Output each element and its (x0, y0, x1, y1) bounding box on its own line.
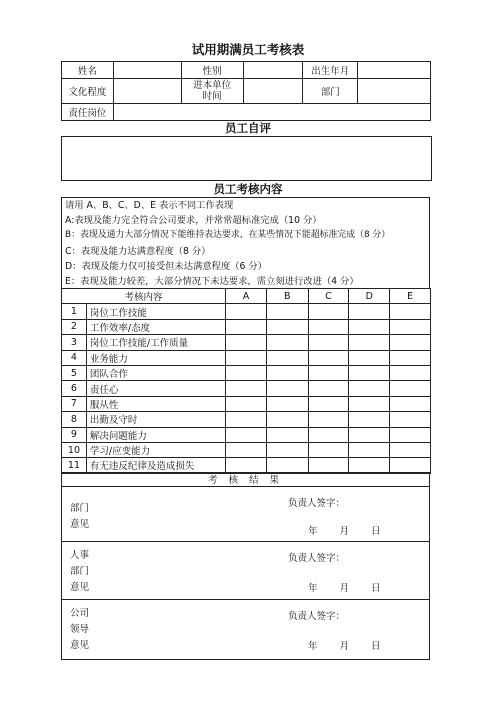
grade-cell-b[interactable] (266, 458, 308, 473)
grade-cell-b[interactable] (266, 412, 308, 427)
hr-opinion-box[interactable] (61, 542, 430, 600)
content-title: 员工考核内容 (213, 182, 283, 196)
opinion-label-line: 领导 (70, 624, 90, 635)
name-label: 姓名 (62, 62, 114, 79)
opinion-label-line: 公司 (70, 608, 90, 619)
grade-cell-e[interactable] (390, 304, 431, 319)
name-field[interactable] (113, 62, 181, 79)
opinion-label (70, 501, 89, 533)
grade-cell-e[interactable] (390, 381, 431, 396)
opinion-label-line: 意见 (70, 582, 90, 593)
grade-header-c: C (308, 289, 349, 304)
grade-header-d: D (349, 289, 390, 304)
grade-cell-a[interactable] (226, 427, 267, 442)
signature-label: 负责人签字： (288, 611, 346, 622)
item-label: 岗位工作技能 (86, 304, 225, 319)
grade-cell-c[interactable] (308, 396, 349, 411)
item-label: 工作效率/态度 (86, 319, 225, 334)
grade-cell-c[interactable] (308, 412, 349, 427)
grade-cell-e[interactable] (390, 458, 431, 473)
grade-cell-d[interactable] (349, 319, 390, 334)
join-date-label-line2: 时间 (202, 91, 222, 102)
opinion-label-line: 意见 (70, 519, 90, 530)
table-row (62, 381, 431, 396)
join-date-label (181, 79, 243, 104)
position-field[interactable] (113, 104, 430, 121)
item-number: 4 (62, 350, 87, 365)
instruction-line: E：表现及能力较差，大部分情况下未达要求，需立刻进行改进（4 分） (65, 276, 359, 288)
opinion-label-line: 部门 (70, 566, 90, 577)
table-row (62, 442, 431, 457)
table-row (62, 319, 431, 334)
date-line (308, 638, 403, 652)
signature-label: 负责人签字： (288, 553, 346, 564)
grade-cell-a[interactable] (226, 381, 267, 396)
grade-cell-b[interactable] (266, 304, 308, 319)
grade-cell-a[interactable] (226, 304, 267, 319)
grade-cell-d[interactable] (349, 427, 390, 442)
item-number: 8 (62, 412, 87, 427)
grade-cell-d[interactable] (349, 304, 390, 319)
grade-cell-d[interactable] (349, 442, 390, 457)
department-field[interactable] (358, 79, 431, 104)
grade-cell-d[interactable] (349, 350, 390, 365)
year-label: 年 (308, 526, 318, 537)
item-label: 业务能力 (86, 350, 225, 365)
opinion-label-line: 部门 (70, 503, 90, 514)
item-number: 10 (62, 442, 87, 457)
instruction-line: 请用 A、B、C、D、E 表示不同工作表现 (65, 200, 234, 211)
month-label: 月 (339, 641, 350, 652)
item-label: 责任心 (86, 381, 225, 396)
grade-cell-d[interactable] (349, 365, 390, 380)
grade-cell-c[interactable] (308, 319, 349, 334)
grade-cell-a[interactable] (226, 350, 267, 365)
day-label: 日 (371, 641, 381, 652)
item-number: 3 (62, 335, 87, 350)
month-label: 月 (339, 583, 350, 594)
grade-cell-b[interactable] (266, 365, 308, 380)
table-row (62, 304, 431, 319)
table-row (62, 396, 431, 411)
grade-cell-b[interactable] (266, 319, 308, 334)
instruction-line: A:表现及能力完全符合公司要求，并常常超标准完成（10 分） (65, 215, 322, 227)
birth-field[interactable] (358, 62, 431, 79)
grade-cell-c[interactable] (308, 442, 349, 457)
opinion-label (70, 606, 89, 654)
department-label: 部门 (303, 79, 358, 104)
eval-header: 考核内容 (62, 289, 226, 304)
self-eval-box[interactable] (61, 136, 432, 181)
grade-cell-e[interactable] (390, 319, 431, 334)
grade-header-e: E (390, 289, 431, 304)
grade-cell-d[interactable] (349, 381, 390, 396)
table-row (62, 335, 431, 350)
opinion-label-line: 意见 (70, 640, 90, 651)
item-number: 5 (62, 365, 87, 380)
grade-cell-d[interactable] (349, 412, 390, 427)
grade-cell-d[interactable] (349, 458, 390, 473)
grade-cell-a[interactable] (226, 319, 267, 334)
gender-label: 性别 (181, 62, 243, 79)
leadership-opinion-box[interactable] (61, 600, 430, 660)
grade-header-b: B (266, 289, 308, 304)
grade-cell-c[interactable] (308, 335, 349, 350)
grade-cell-a[interactable] (226, 412, 267, 427)
item-number: 6 (62, 381, 87, 396)
grade-cell-e[interactable] (390, 335, 431, 350)
grade-cell-e[interactable] (390, 442, 431, 457)
day-label: 日 (371, 583, 381, 594)
signature-label: 负责人签字： (288, 498, 346, 509)
join-date-field[interactable] (243, 79, 303, 104)
eval-table (61, 288, 431, 474)
grade-cell-b[interactable] (266, 350, 308, 365)
date-line (308, 523, 403, 537)
instruction-line: C：表现及能力达满意程度（8 分） (65, 245, 211, 257)
item-number: 9 (62, 427, 87, 442)
grade-header-a: A (226, 289, 267, 304)
item-label: 解决问题能力 (86, 427, 225, 442)
grade-cell-e[interactable] (390, 412, 431, 427)
grade-cell-a[interactable] (226, 442, 267, 457)
table-row (62, 350, 431, 365)
education-label: 文化程度 (62, 79, 114, 104)
item-label: 学习/应变能力 (86, 442, 225, 457)
item-number: 11 (62, 458, 87, 473)
grade-cell-b[interactable] (266, 427, 308, 442)
grade-cell-c[interactable] (308, 381, 349, 396)
item-number: 2 (62, 319, 87, 334)
result-title: 考 核 结 果 (61, 472, 430, 487)
table-row (62, 412, 431, 427)
date-line (308, 580, 403, 594)
grade-cell-a[interactable] (226, 396, 267, 411)
year-label: 年 (308, 583, 318, 594)
grade-cell-d[interactable] (349, 335, 390, 350)
grade-cell-a[interactable] (226, 335, 267, 350)
form-title: 试用期满员工考核表 (191, 42, 305, 57)
self-eval-title: 员工自评 (225, 121, 271, 135)
day-label: 日 (371, 526, 381, 537)
grade-cell-e[interactable] (390, 396, 431, 411)
opinion-label (70, 548, 89, 596)
grade-cell-e[interactable] (390, 350, 431, 365)
opinion-label-line: 人事 (70, 550, 90, 561)
grade-cell-a[interactable] (226, 365, 267, 380)
item-number: 7 (62, 396, 87, 411)
instruction-line: D：表现及能力仅可接受但未达满意程度（6 分） (65, 260, 267, 272)
grade-cell-c[interactable] (308, 304, 349, 319)
grade-cell-a[interactable] (226, 458, 267, 473)
join-date-label-line1: 进本单位 (193, 80, 232, 91)
year-label: 年 (308, 641, 318, 652)
item-number: 1 (62, 304, 87, 319)
item-label: 有无违反纪律及造成损失 (86, 458, 225, 473)
grade-cell-c[interactable] (308, 365, 349, 380)
position-label: 责任岗位 (62, 104, 114, 121)
birth-label: 出生年月 (303, 62, 358, 79)
department-opinion-box[interactable] (61, 487, 430, 542)
info-table (61, 61, 431, 121)
table-row (62, 427, 431, 442)
grade-cell-e[interactable] (390, 365, 431, 380)
grade-cell-b[interactable] (266, 442, 308, 457)
item-label: 岗位工作技能/工作质量 (86, 335, 225, 350)
grade-cell-b[interactable] (266, 335, 308, 350)
grade-cell-c[interactable] (308, 350, 349, 365)
education-field[interactable] (113, 79, 181, 104)
item-label: 出勤及守时 (86, 412, 225, 427)
instruction-line: B：表现及通力大部分情况下能维持表达要求，在某些情况下能超标准完成（8 分） (65, 230, 391, 241)
table-row (62, 365, 431, 380)
grade-cell-b[interactable] (266, 396, 308, 411)
item-label: 团队合作 (86, 365, 225, 380)
grade-cell-c[interactable] (308, 427, 349, 442)
table-row (62, 458, 431, 473)
item-label: 服从性 (86, 396, 225, 411)
month-label: 月 (339, 526, 350, 537)
gender-field[interactable] (243, 62, 303, 79)
grade-cell-e[interactable] (390, 427, 431, 442)
grade-cell-b[interactable] (266, 381, 308, 396)
instructions-box (61, 197, 430, 288)
grade-cell-d[interactable] (349, 396, 390, 411)
grade-cell-c[interactable] (308, 458, 349, 473)
